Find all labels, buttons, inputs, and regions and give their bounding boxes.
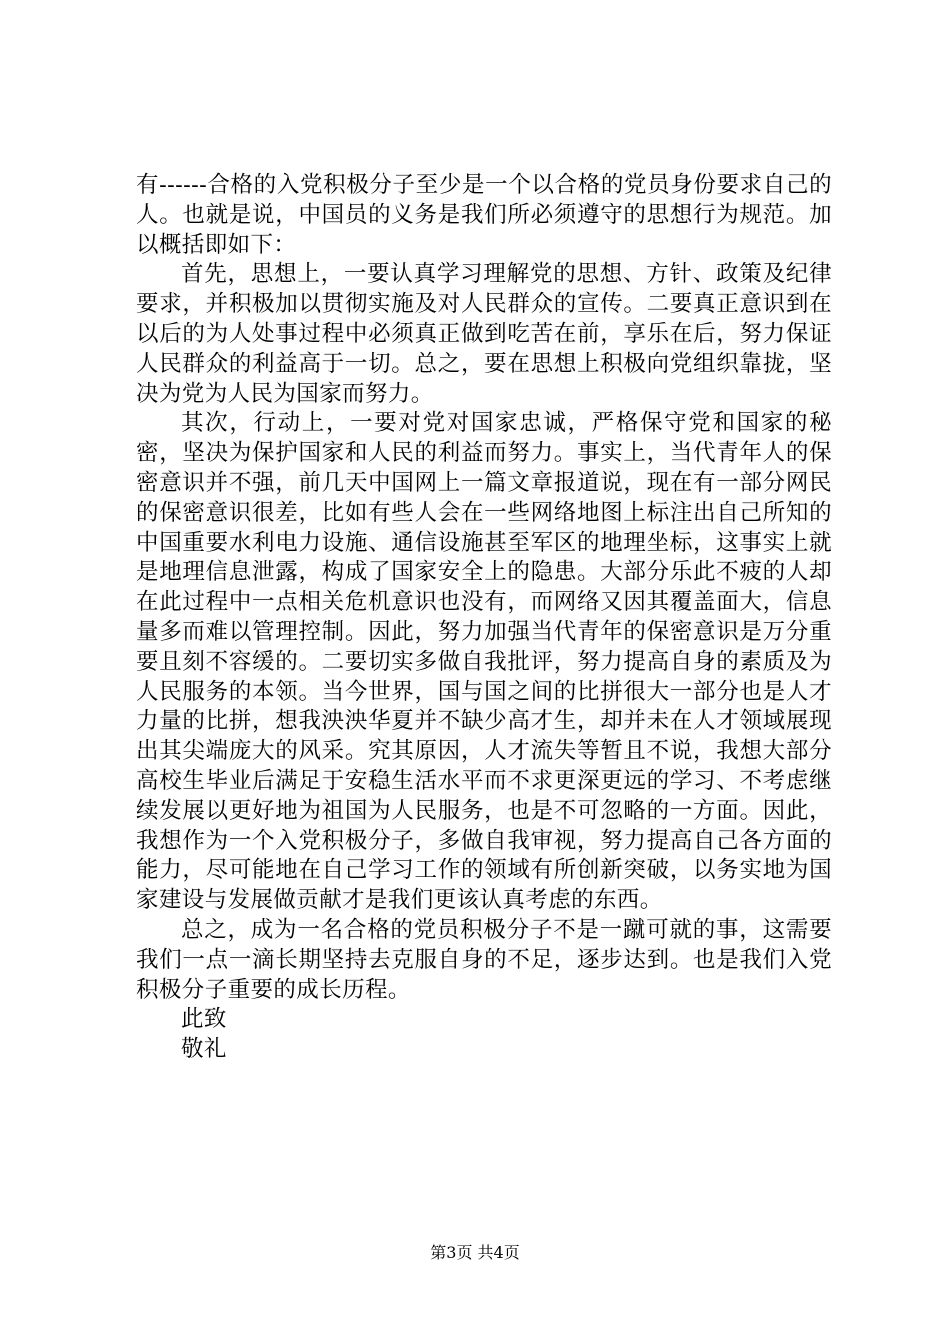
paragraph-conclusion: 总之，成为一名合格的党员积极分子不是一蹴可就的事，这需要我们一点一滴长期坚持去克服自身的不足，逐步达到。也是我们入党积极分子重要的成长历程。 bbox=[136, 916, 832, 1003]
closing-regards: 敬礼 bbox=[181, 1036, 227, 1063]
paragraph-action: 其次，行动上，一要对党对国家忠诚，严格保守党和国家的秘密，坚决为保护国家和人民的利益而努力。事实上，当代青年人的保密意识并不强，前几天中国网上一篇文章报道说，现在有一部分网民的保密意识很差，比如有些人会在一些网络地图上标注出自己所知的中国重要水利电力设施、通信设施甚至军区的地理坐标，这事实上就是地理信息泄露，构成了国家安全上的隐患。大部分乐此不疲的人却在此过程中一点相关危机意识也没有，而网络又因其覆盖面大，信息量多而难以管理控制。因此，努力加强当代青年的保密意识是万分重要且刻不容缓的。二要切实多做自我批评，努力提高自身的素质及为人民服务的本领。当今世界，国与国之间的比拼很大一部分也是人才力量的比拼，想我泱泱华夏并不缺少高才生，却并未在人才领域展现出其尖端庞大的风采。究其原因，人才流失等暂且不说，我想大部分高校生毕业后满足于安稳生活水平而不求更深更远的学习、不考虑继续发展以更好地为祖国为人民服务，也是不可忽略的一方面。因此，我想作为一个入党积极分子，多做自我审视，努力提高自己各方面的能力，尽可能地在自己学习工作的领域有所创新突破，以务实地为国家建设与发展做贡献才是我们更该认真考虑的东西。 bbox=[136, 410, 832, 914]
closing-salutation: 此致 bbox=[181, 1006, 227, 1033]
paragraph-intro: 有------合格的入党积极分子至少是一个以合格的党员身份要求自己的人。也就是说，中国员的义务是我们所必须遵守的思想行为规范。加以概括即如下： bbox=[136, 172, 832, 258]
paragraph-thought: 首先，思想上，一要认真学习理解党的思想、方针、政策及纪律要求，并积极加以贯彻实施及对人民群众的宣传。二要真正意识到在以后的为人处事过程中必须真正做到吃苦在前，享乐在后，努力保证人民群众的利益高于一切。总之，要在思想上积极向党组织靠拢，坚决为党为人民为国家而努力。 bbox=[136, 261, 832, 407]
document-body bbox=[136, 171, 832, 1065]
page-number-footer: 第3页 共4页 bbox=[430, 1243, 520, 1262]
